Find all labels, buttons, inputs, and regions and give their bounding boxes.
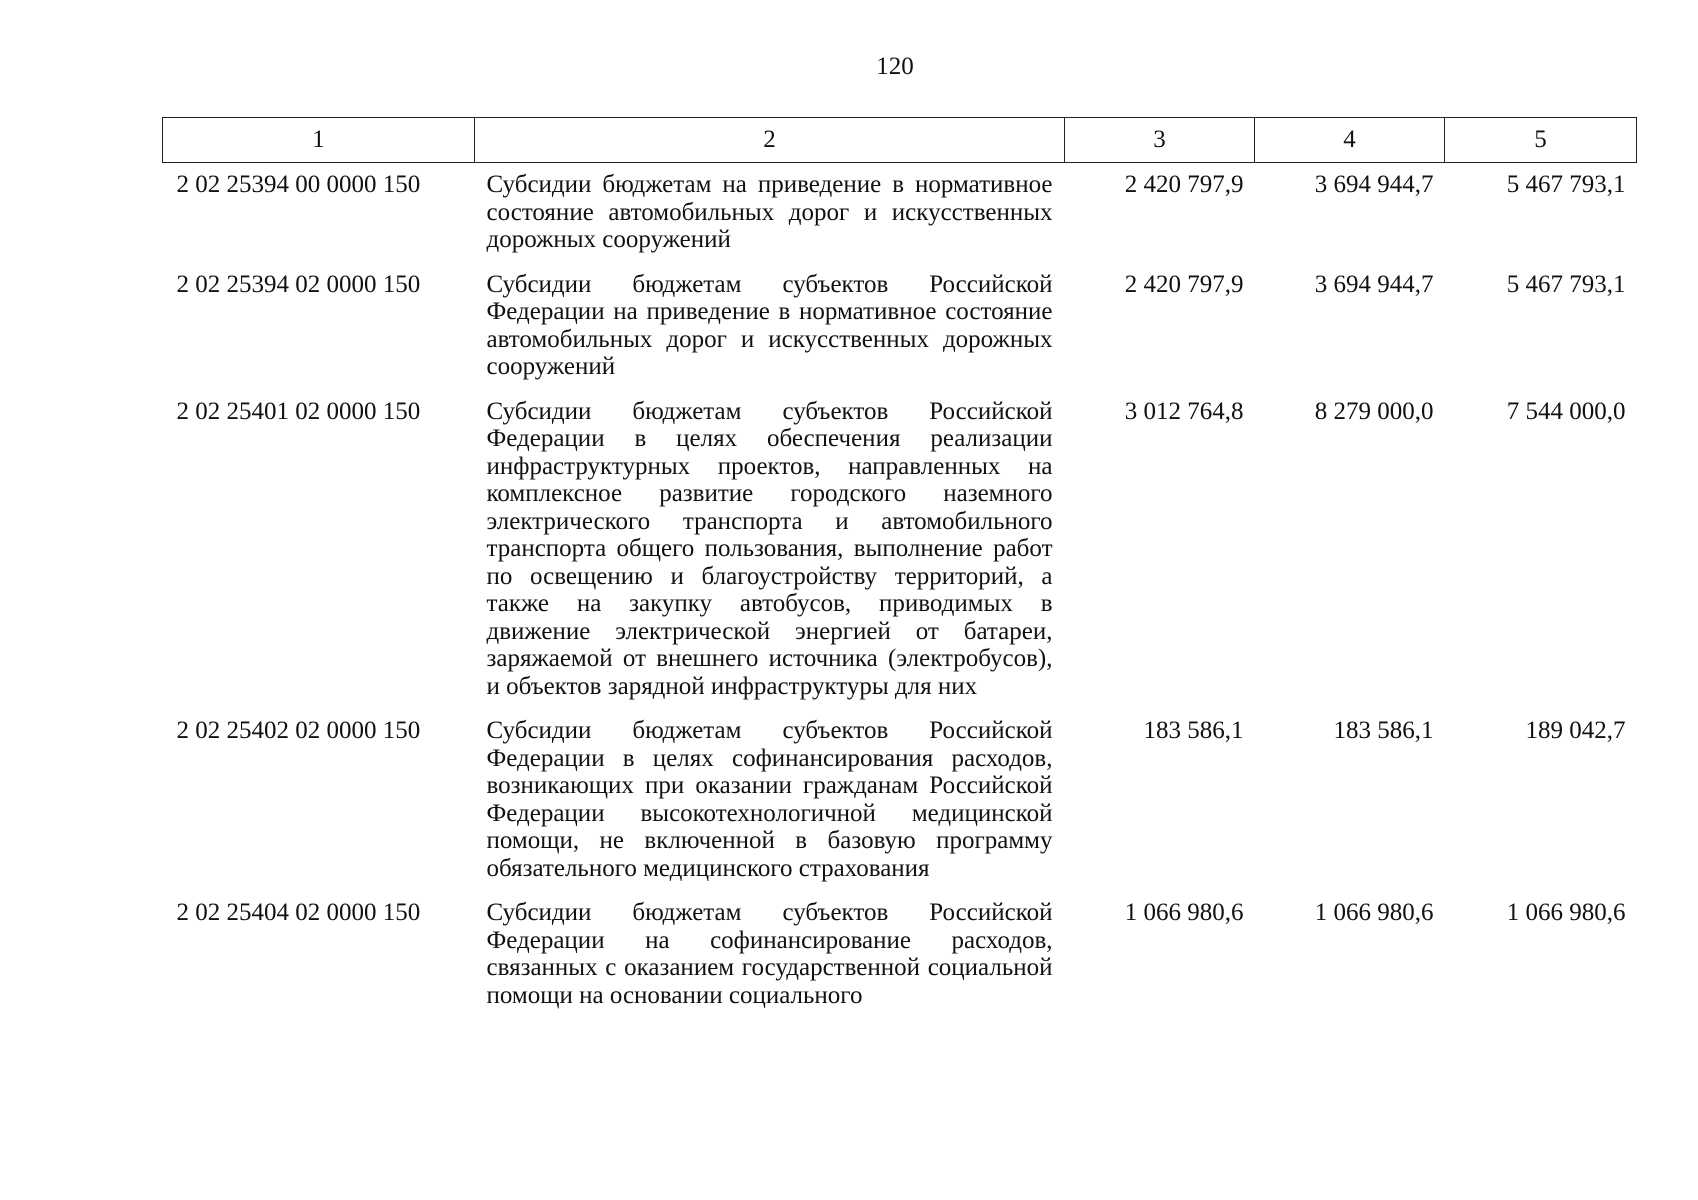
- value-cell-3: 5 467 793,1: [1506, 171, 1626, 198]
- page-number: 120: [876, 53, 914, 80]
- description-cell: Субсидии бюджетам субъектов Российской Федерации на софинансирование расходов, связанных с оказанием государственной социальной помощи на основании социального: [486, 899, 1053, 1009]
- value-cell-1: 3 012 764,8: [1124, 397, 1244, 425]
- value-cell-1: 2 420 797,9: [1124, 270, 1244, 298]
- value-cell-1: 1 066 980,6: [1124, 899, 1244, 926]
- header-cell-value-1: 3: [1065, 118, 1255, 163]
- header-cell-code: 1: [163, 118, 475, 163]
- table-row: [163, 398, 1637, 718]
- value-cell-2: 183 586,1: [1333, 717, 1434, 744]
- budget-code-cell: 2 02 25404 02 0000 150: [176, 899, 421, 926]
- budget-code-cell: 2 02 25402 02 0000 150: [176, 717, 421, 744]
- value-cell-2: 8 279 000,0: [1314, 397, 1434, 425]
- header-cell-value-3: 5: [1445, 118, 1637, 163]
- value-cell-2: 3 694 944,7: [1314, 270, 1434, 298]
- budget-code-cell: 2 02 25394 02 0000 150: [176, 270, 421, 298]
- budget-code-cell: 2 02 25401 02 0000 150: [176, 397, 421, 425]
- value-cell-1: 183 586,1: [1143, 717, 1244, 744]
- description-cell: Субсидии бюджетам субъектов Российской Федерации в целях обеспечения реализации инфраструктурных проектов, направленных на комплексное развитие городского наземного электрического транспорта и автомобильного транспорта общего пользования, выполнение работ по освещению и благоустройству территорий, а также на закупку автобусов, приводимых в движение электрической энергией от батареи, заряжаемой от внешнего источника (электробусов), и объектов зарядной инфраструктуры для них: [486, 397, 1053, 700]
- budget-code-cell: 2 02 25394 00 0000 150: [176, 171, 421, 198]
- value-cell-2: 1 066 980,6: [1314, 899, 1434, 926]
- value-cell-3: 189 042,7: [1525, 717, 1626, 744]
- description-cell: Субсидии бюджетам на приведение в нормативное состояние автомобильных дорог и искусственных дорожных сооружений: [486, 171, 1053, 253]
- description-cell: Субсидии бюджетам субъектов Российской Федерации в целях софинансирования расходов, возникающих при оказании гражданам Российской Федерации высокотехнологичной медицинской помощи, не включенной в базовую программу обязательного медицинского страхования: [486, 717, 1053, 882]
- description-cell: Субсидии бюджетам субъектов Российской Федерации на приведение в нормативное состояние автомобильных дорог и искусственных дорожных сооружений: [486, 270, 1053, 380]
- table-body: [163, 163, 1637, 1010]
- value-cell-3: 1 066 980,6: [1506, 899, 1626, 926]
- table-row: [163, 899, 1637, 1009]
- budget-table: [162, 117, 1637, 1009]
- table-header: [163, 118, 1637, 163]
- header-cell-description: 2: [475, 118, 1065, 163]
- value-cell-3: 7 544 000,0: [1506, 397, 1626, 425]
- header-cell-value-2: 4: [1255, 118, 1445, 163]
- header-row: [163, 118, 1637, 163]
- table-row: [163, 717, 1637, 899]
- value-cell-2: 3 694 944,7: [1314, 171, 1434, 198]
- table-row: [163, 271, 1637, 398]
- table-row: [163, 163, 1637, 271]
- value-cell-3: 5 467 793,1: [1506, 270, 1626, 298]
- value-cell-1: 2 420 797,9: [1124, 171, 1244, 198]
